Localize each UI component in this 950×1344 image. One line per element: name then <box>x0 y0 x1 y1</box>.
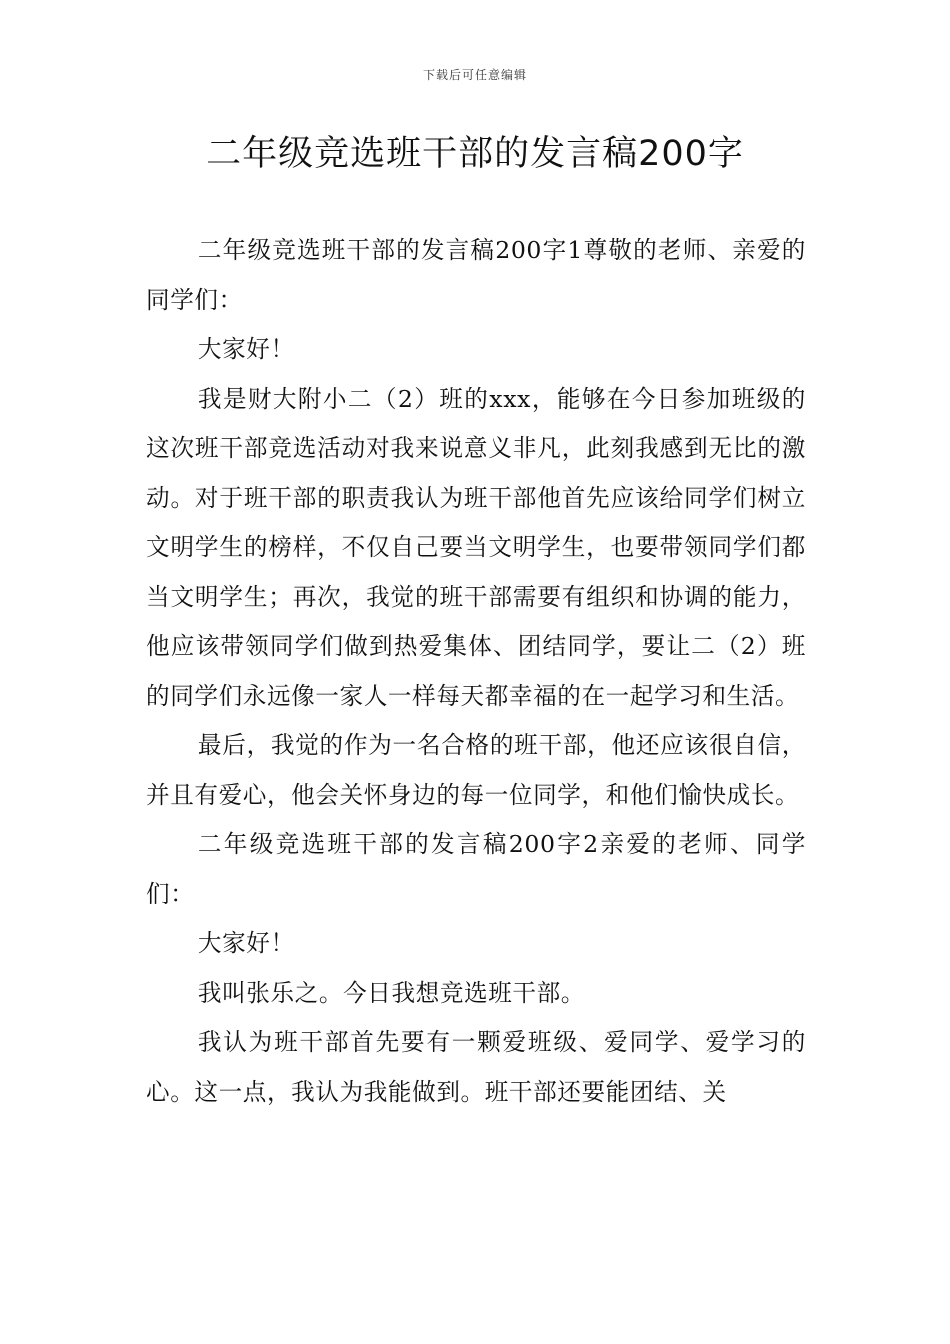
paragraph: 二年级竞选班干部的发言稿200字2亲爱的老师、同学们： <box>146 830 806 908</box>
paragraph: 我是财大附小二（2）班的xxx，能够在今日参加班级的这次班干部竞选活动对我来说意义非凡，此刻我感到无比的激动。对于班干部的职责我认为班干部他首先应该给同学们树立文明学生的榜样，不仅自己要当文明学生，也要带领同学们都当文明学生；再次，我觉的班干部需要有组织和协调的能力，他应该带领同学们做到热爱集体、团结同学，要让二（2）班的同学们永远像一家人一样每天都幸福的在一起学习和生活。 <box>146 384 806 710</box>
document-body <box>146 226 806 1117</box>
paragraph: 我叫张乐之。今日我想竞选班干部。 <box>197 978 586 1007</box>
paragraph: 最后，我觉的作为一名合格的班干部，他还应该很自信，并且有爱心，他会关怀身边的每一位同学，和他们愉快成长。 <box>146 731 806 809</box>
paragraph: 我认为班干部首先要有一颗爱班级、爱同学、爱学习的心。这一点，我认为我能做到。班干部还要能团结、关 <box>146 1028 806 1106</box>
header-note: 下载后可任意编辑 <box>422 68 527 82</box>
paragraph: 大家好！ <box>197 929 295 957</box>
document-title: 二年级竞选班干部的发言稿200字 <box>206 134 744 174</box>
paragraph: 二年级竞选班干部的发言稿200字1尊敬的老师、亲爱的同学们： <box>146 236 806 314</box>
paragraph: 大家好！ <box>197 335 295 363</box>
